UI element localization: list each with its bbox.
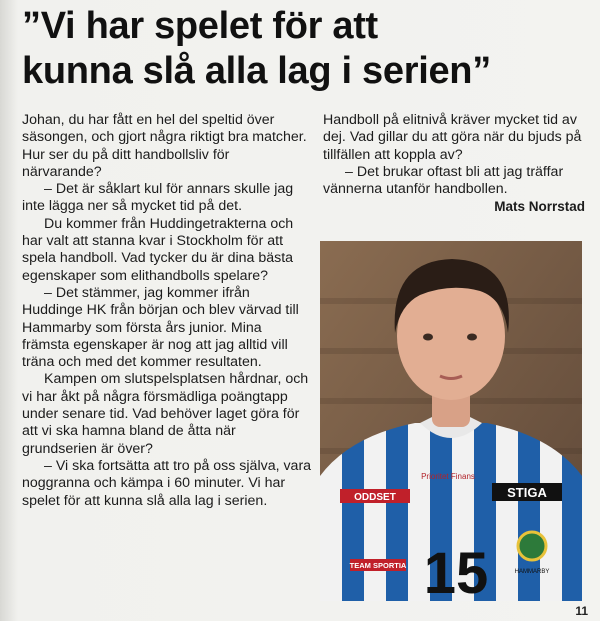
sponsor-team-sportia: TEAM SPORTIA: [349, 561, 407, 570]
headline: [22, 4, 592, 94]
left-paragraph-5: Kampen om slutspelsplatsen hårdnar, och vi har åkt på några försmädliga poängtapp under senare tid. Vad behöver laget göra för att vi ska hamna bland de åtta när grundserien är över?: [22, 371, 309, 457]
player-photo: [320, 241, 582, 601]
page-number: 11: [575, 604, 588, 618]
left-paragraph-4: – Det stämmer, jag kommer ifrån Huddinge HK från början och blev värvad till Hammarby som första års junior. Mina främsta egenskaper är nog att jag alltid vill träna och med det kommer resultaten.: [22, 284, 299, 371]
left-paragraph-2: – Det är såklart kul för annars skulle jag inte lägga ner så mycket tid på det.: [22, 181, 294, 215]
sponsor-stiga: STIGA: [507, 485, 547, 500]
right-paragraph-1: Handboll på elitnivå kräver mycket tid av dej. Vad gillar du att göra när du bjuds på tillfällen att koppla av?: [323, 112, 582, 163]
club-crest-icon: [518, 532, 546, 560]
left-paragraph-3: Du kommer från Huddingetrakterna och har valt att stanna kvar i Stockholm för att spela handboll. Vad tycker du är dina bästa egenskaper som elithandbolls spelare?: [22, 215, 294, 284]
left-column: [22, 112, 312, 510]
headline-line-1: ”Vi har spelet för att: [22, 5, 378, 47]
sponsor-oddset: ODDSET: [354, 492, 396, 503]
byline: Mats Norrstad: [494, 199, 585, 215]
right-column: [323, 112, 585, 216]
sponsor-prioritet-finans: Prioritet Finans: [421, 472, 475, 481]
shirt-number: 15: [423, 541, 489, 601]
headline-line-2: kunna slå alla lag i serien”: [22, 50, 491, 92]
right-paragraph-2: – Det brukar oftast bli att jag träffar vännerna utanför handbollen.: [323, 163, 564, 198]
player-photo-illustration: [320, 241, 582, 601]
left-paragraph-1: Johan, du har fått en hel del speltid över säsongen, och gjort några riktigt bra matcher. Hur ser du på ditt handbollsliv för närvarande?: [22, 112, 307, 180]
club-name: HAMMARBY: [514, 569, 550, 575]
left-paragraph-6: – Vi ska fortsätta att tro på oss själva, vara noggranna och kämpa i 60 minuter. Vi har spelet för att kunna slå alla lag i serien.: [22, 457, 312, 509]
